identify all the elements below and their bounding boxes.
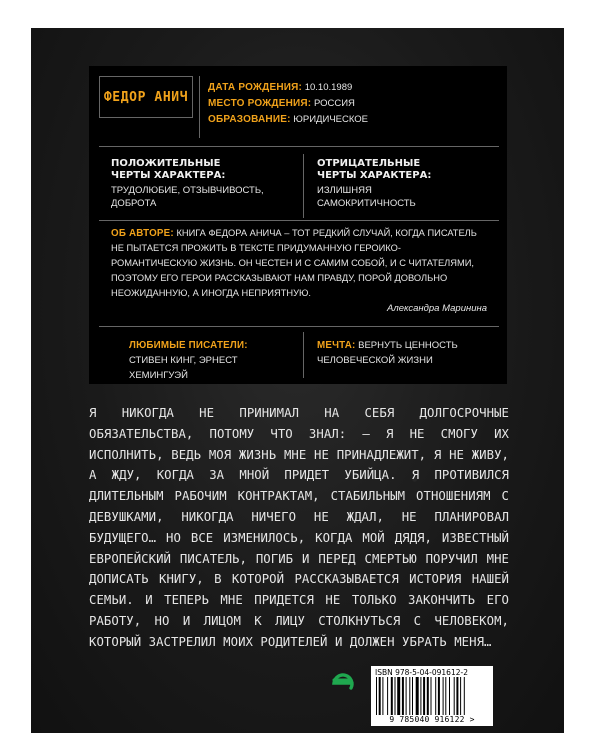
divider: [99, 146, 499, 147]
bio-education: ОБРАЗОВАНИЕ: ЮРИДИЧЕСКОЕ: [208, 114, 369, 125]
divider: [99, 326, 499, 327]
isbn: ISBN 978-5-04-091612-2: [375, 668, 468, 677]
barcode: [371, 666, 493, 726]
divider: [303, 154, 304, 218]
favorite-writers: ЛЮБИМЫЕ ПИСАТЕЛИ: СТИВЕН КИНГ, ЭРНЕСТ ХЕМИНГУЭЙ: [129, 340, 248, 381]
positive-traits-text: ТРУДОЛЮБИЕ, ОТЗЫВЧИВОСТЬ, ДОБРОТА: [111, 185, 264, 209]
book-blurb: Я НИКОГДА НЕ ПРИНИМАЛ НА СЕБЯ ДОЛГОСРОЧНЫЕ ОБЯЗАТЕЛЬСТВА, ПОТОМУ ЧТО ЗНАЛ: — Я НЕ СМОГУ ИХ ИСПОЛНИТЬ, ВЕДЬ МОЯ ЖИЗНЬ МНЕ НЕ ПРИНАДЛЕЖИТ, Я НЕ ЖИВУ, А ЖДУ, КОГДА ЗА МНОЙ ПРИДЕТ УБИЙЦА. Я ПРОТИВИЛСЯ ДЛИТЕЛЬНЫМ РАБОЧИМ КОНТРАКТАМ, СТАБИЛЬНЫМ ОТНОШЕНИЯМ С ДЕВУШКАМИ, НИКОГДА НИЧЕГО НЕ ЖДАЛ, НЕ ПЛАНИРОВАЛ БУДУЩЕГО… НО ВСЕ ИЗМЕНИЛОСЬ, КОГДА МОЙ ДЯДЯ, ИЗВЕСТНЫЙ ЕВРОПЕЙСКИЙ ПИСАТЕЛЬ, ПОГИБ И ПЕРЕД СМЕРТЬЮ ПОРУЧИЛ МНЕ ДОПИСАТЬ КНИГУ, В КОТОРОЙ РАССКАЗЫВАЕТСЯ ИСТОРИЯ НАШЕЙ СЕМЬИ. И ТЕПЕРЬ МНЕ ПРИДЕТСЯ НЕ ТОЛЬКО ЗАКОНЧИТЬ ЕГО РАБОТУ, НО И ЛИЦОМ К ЛИЦУ СТОЛКНУТЬСЯ С ЧЕЛОВЕКОМ, КОТОРЫЙ ЗАСТРЕЛИЛ МОИХ РОДИТЕЛЕЙ И ДОЛЖЕН УБРАТЬ МЕНЯ…: [89, 406, 509, 649]
about-author: ОБ АВТОРЕ: КНИГА ФЕДОРА АНИЧА – ТОТ РЕДКИЙ СЛУЧАЙ, КОГДА ПИСАТЕЛЬ НЕ ПЫТАЕТСЯ ПРОЖИТЬ В ТЕКСТЕ ПРИДУМАННУЮ ГЕРОИКО-РОМАНТИЧЕСКУЮ ЖИЗНЬ. ОН ЧЕСТЕН И С САМИМ СОБОЙ, И С ЧИТАТЕЛЯМИ, ПОЭТОМУ ЕГО ГЕРОИ РАССКАЗЫВАЮТ НАМ ПРАВДУ, ПОРОЙ ДОВОЛЬНО НЕОЖИДАННУЮ, А ИНОГДА НЕПРИЯТНУЮ.: [111, 228, 477, 298]
negative-traits-text: ИЗЛИШНЯЯ САМОКРИТИЧНОСТЬ: [317, 185, 416, 209]
bio-birthplace: МЕСТО РОЖДЕНИЯ: РОССИЯ: [208, 98, 355, 109]
author-bio: [199, 76, 500, 138]
negative-traits-title: ОТРИЦАТЕЛЬНЫЕ ЧЕРТЫ ХАРАКТЕРА:: [317, 158, 432, 181]
barcode-bars: [376, 677, 488, 715]
barcode-digits: 9 785040 916122 >: [389, 715, 475, 724]
bio-birthdate: ДАТА РОЖДЕНИЯ: 10.10.1989: [208, 82, 353, 93]
divider: [99, 220, 499, 221]
author-name: ФЕДОР АНИЧ: [103, 89, 189, 105]
dream: МЕЧТА: ВЕРНУТЬ ЦЕННОСТЬ ЧЕЛОВЕЧЕСКОЙ ЖИЗНИ: [317, 340, 458, 366]
divider: [303, 332, 304, 378]
book-back-cover: [31, 28, 564, 733]
positive-traits-title: ПОЛОЖИТЕЛЬНЫЕ ЧЕРТЫ ХАРАКТЕРА:: [111, 158, 226, 181]
author-name-box: [99, 76, 193, 118]
eksmo-e-logo-icon: [327, 667, 357, 697]
quote-author: Александра Маринина: [387, 303, 487, 314]
author-info-card: [89, 66, 507, 384]
